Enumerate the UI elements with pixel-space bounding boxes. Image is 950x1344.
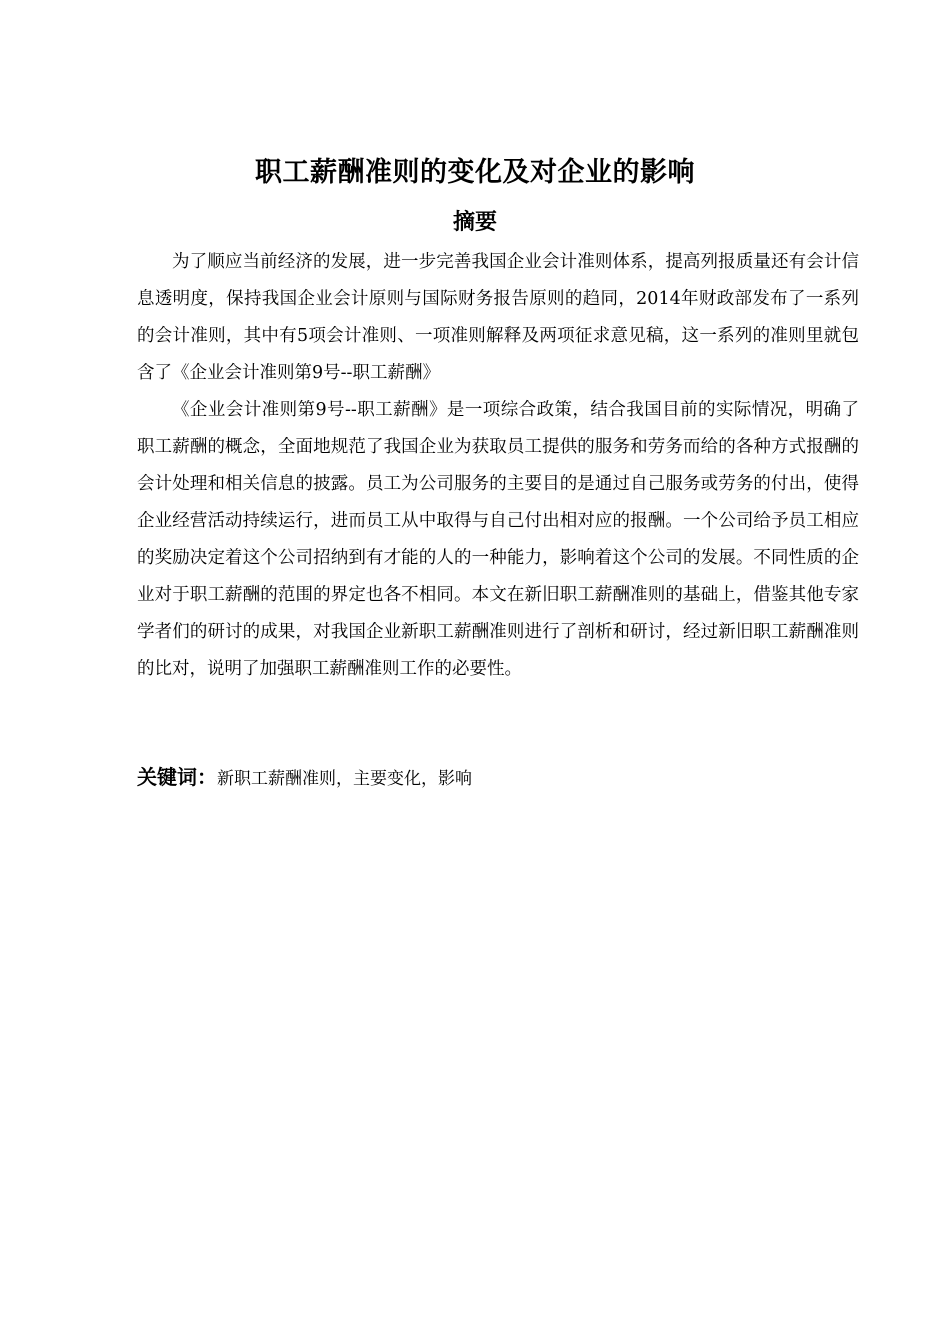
keywords-line	[137, 760, 859, 797]
keywords-label: 关键词：	[137, 765, 217, 789]
abstract-paragraph-2: 《企业会计准则第9号--职工薪酬》是一项综合政策，结合我国目前的实际情况，明确了职工薪酬的概念，全面地规范了我国企业为获取员工提供的服务和劳务而给的各种方式报酬的会计处理和相关信息的披露。员工为公司服务的主要目的是通过自己服务或劳务的付出，使得企业经营活动持续运行，进而员工从中取得与自己付出相对应的报酬。一个公司给予员工相应的奖励决定着这个公司招纳到有才能的人的一种能力，影响着这个公司的发展。不同性质的企业对于职工薪酬的范围的界定也各不相同。本文在新旧职工薪酬准则的基础上，借鉴其他专家学者们的研讨的成果，对我国企业新职工薪酬准则进行了剖析和研讨，经过新旧职工薪酬准则的比对，说明了加强职工薪酬准则工作的必要性。	[137, 400, 859, 679]
abstract-paragraph-1: 为了顺应当前经济的发展，进一步完善我国企业会计准则体系，提高列报质量还有会计信息透明度，保持我国企业会计原则与国际财务报告原则的趋同，2014年财政部发布了一系列的会计准则，其中有5项会计准则、一项准则解释及两项征求意见稿，这一系列的准则里就包含了《企业会计准则第9号--职工薪酬》	[137, 252, 859, 383]
abstract-heading: 摘要	[452, 210, 497, 235]
keywords-values: 新职工薪酬准则，主要变化，影响	[217, 769, 472, 789]
abstract-body	[137, 244, 859, 688]
page-title: 职工薪酬准则的变化及对企业的影响	[255, 157, 695, 188]
